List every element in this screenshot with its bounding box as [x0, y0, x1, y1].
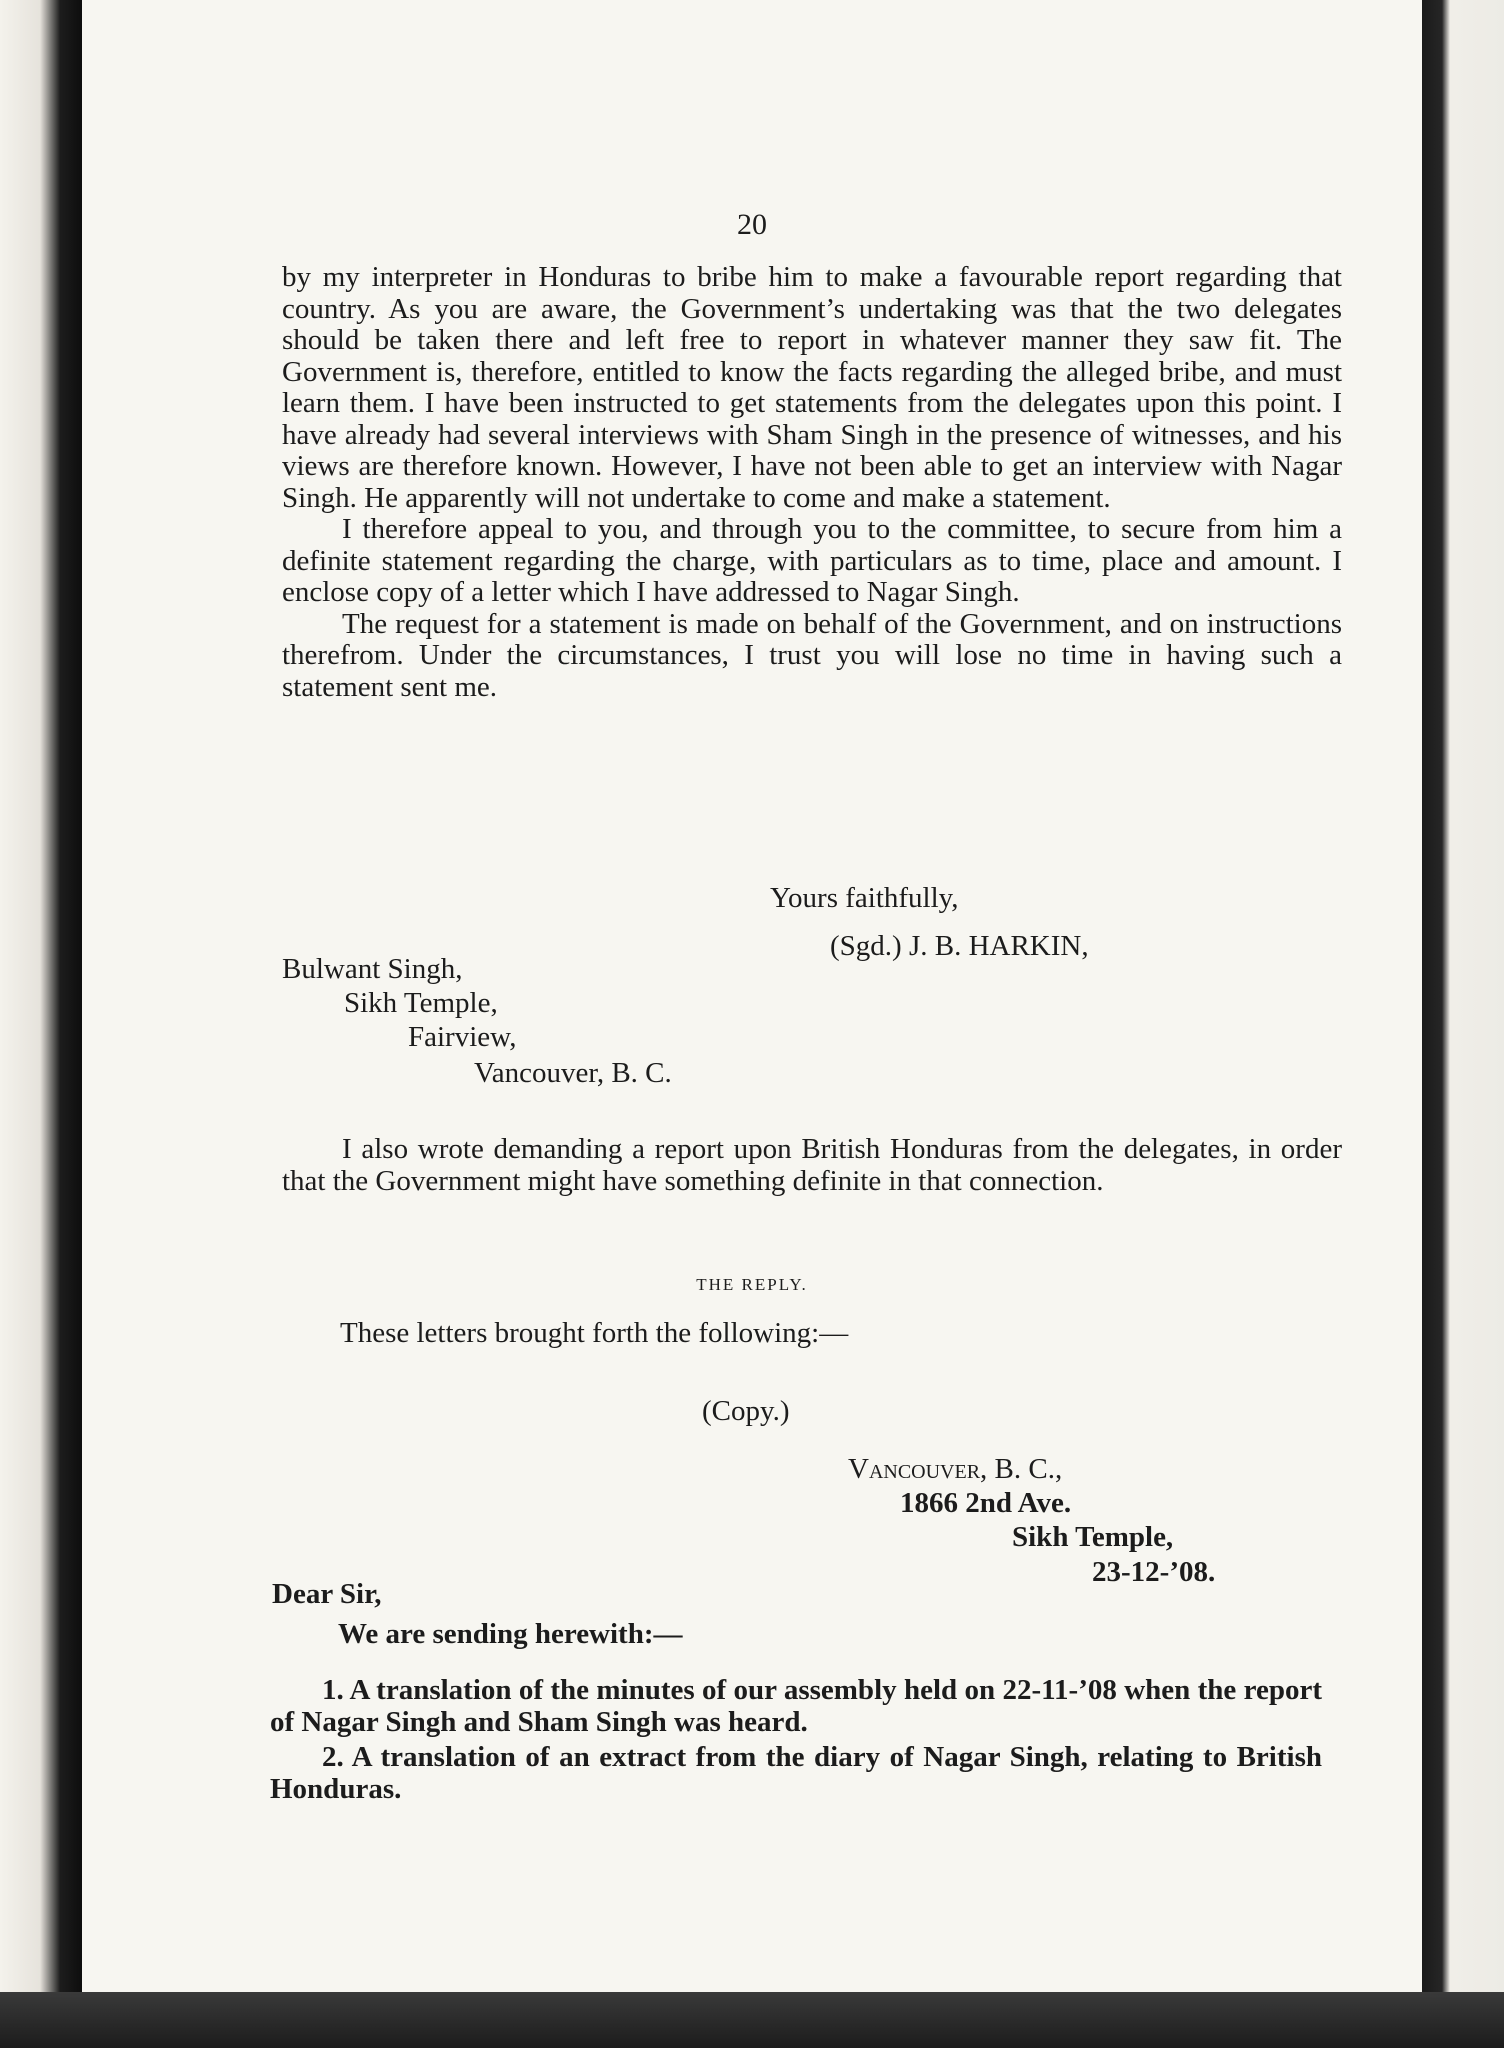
salutation: Dear Sir, — [272, 1578, 382, 1610]
addressee-line-2: Sikh Temple, — [344, 987, 498, 1019]
list-item: 2. A translation of an extract from the diary of Nagar Singh, relating to British Honduras. — [270, 1741, 1322, 1805]
addressee-line-1: Bulwant Singh, — [282, 953, 463, 985]
reply-address-city: Vancouver, B. C., — [848, 1453, 1063, 1485]
letter-closing: Yours faithfully, — [770, 882, 959, 914]
section-title: THE REPLY. — [696, 1275, 808, 1294]
reply-items-list — [270, 1675, 1322, 1805]
letter-signature: (Sgd.) J. B. HARKIN, — [830, 930, 1089, 962]
narrative-text: I also wrote demanding a report upon British Honduras from the delegates, in order that the Government might have something definite in that connection. — [282, 1133, 1342, 1197]
letter-body — [282, 262, 1342, 703]
addressee-line-3: Fairview, — [408, 1021, 517, 1053]
reply-intro: We are sending herewith:— — [338, 1618, 683, 1650]
copy-label: (Copy.) — [702, 1395, 790, 1427]
scan-left-edge — [0, 0, 82, 2048]
narrative-paragraph — [282, 1134, 1342, 1197]
scan-right-edge — [1422, 0, 1504, 2048]
reply-address-date: 23-12-’08. — [1092, 1556, 1216, 1588]
reply-address-street: 1866 2nd Ave. — [900, 1487, 1072, 1519]
intro-line: These letters brought forth the following:— — [340, 1317, 849, 1349]
addressee-line-4: Vancouver, B. C. — [474, 1057, 672, 1089]
scan-bottom-edge — [0, 1992, 1504, 2048]
letter-paragraph-3: The request for a statement is made on behalf of the Government, and on instructions therefrom. Under the circumstances, I trust you will lose no time in having such a statement sent me. — [282, 607, 1342, 703]
letter-paragraph-2: I therefore appeal to you, and through you to the committee, to secure from him a definite statement regarding the charge, with particulars as to time, place and amount. I enclose copy of a letter which I have addressed to Nagar Singh. — [282, 513, 1342, 608]
letter-paragraph-1: by my interpreter in Honduras to bribe him to make a favourable report regarding that country. As you are aware, the Government’s undertaking was that the two delegates should be taken there and left free to report in whatever manner they saw fit. The Government is, therefore, entitled to know the facts regarding the alleged bribe, and must learn them. I have been instructed to get statements from the delegates upon this point. I have already had several interviews with Sham Singh in the presence of witnesses, and his views are therefore known. However, I have not been able to get an interview with Nagar Singh. He apparently will not undertake to come and make a statement. — [282, 261, 1342, 514]
list-item: 1. A translation of the minutes of our assembly held on 22-11-’08 when the report of Nagar Singh and Sham Singh was heard. — [270, 1674, 1322, 1738]
reply-address-place: Sikh Temple, — [1012, 1521, 1174, 1553]
document-page — [82, 0, 1422, 1992]
page-number: 20 — [737, 208, 767, 241]
